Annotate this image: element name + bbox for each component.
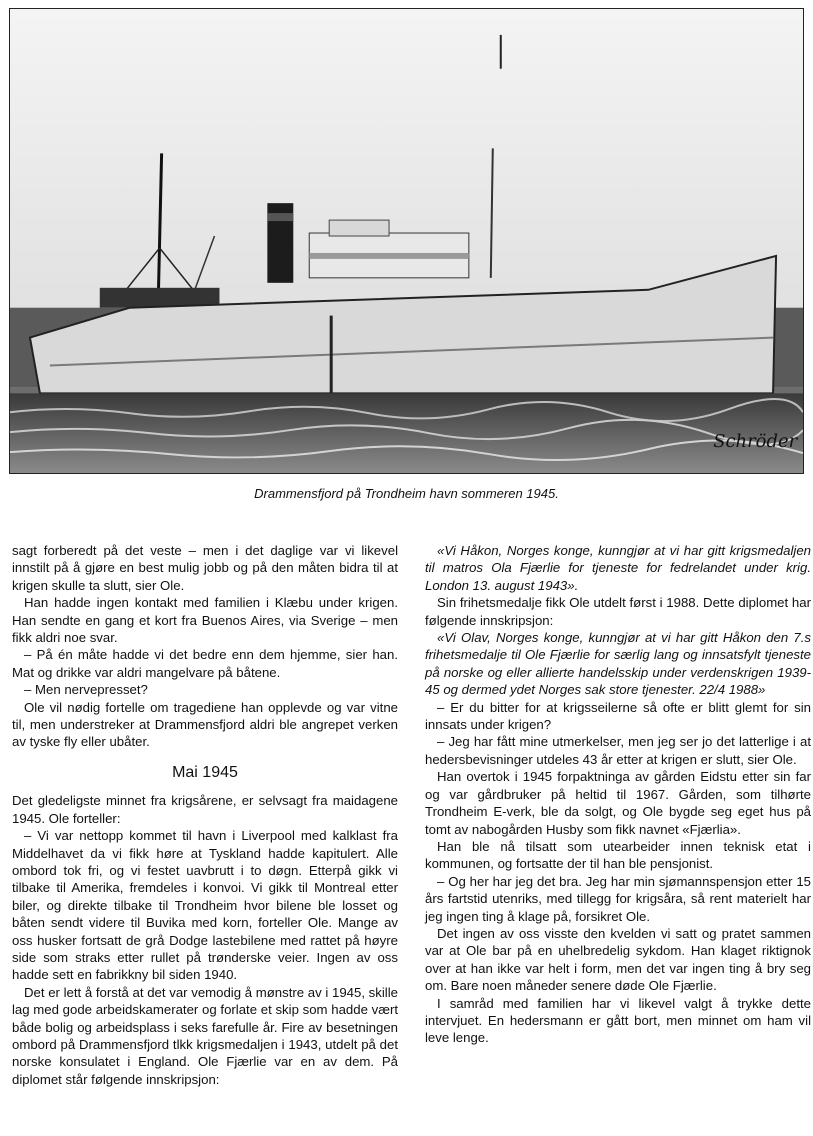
photo-caption: Drammensfjord på Trondheim havn sommeren 1945. bbox=[254, 486, 559, 501]
paragraph: Ole vil nødig fortelle om tragediene han opplevde og var vitne til, men understreker at Drammensfjord aldri ble angrepet verken av tyske fly eller ubåter. bbox=[12, 699, 398, 750]
paragraph: – På én måte hadde vi det bedre enn dem hjemme, sier han. Mat og drikke var aldri mangelvare på båtene. bbox=[12, 647, 398, 680]
paragraph: – Men nervepresset? bbox=[24, 682, 148, 698]
paragraph: – Jeg har fått mine utmerkelser, men jeg ser jo det latterlige i at hedersbevisninger utdeles 43 år etter at krigen er slutt, sier Ole. bbox=[425, 734, 811, 767]
quote-paragraph: «Vi Håkon, Norges konge, kunngjør at vi har gitt krigsmedaljen til matros Ola Fjærlie for tjeneste for fedrelandet under krig. London 13. august 1943». bbox=[425, 543, 811, 593]
paragraph: Det gledeligste minnet fra krigsårene, er selvsagt fra maidagene 1945. Ole forteller: bbox=[12, 793, 398, 826]
paragraph: – Vi var nettopp kommet til havn i Liverpool med kalklast fra Middelhavet da vi fikk høre at Tyskland hadde kapitulert. Alle ombord tok fri, og vi festet uavbrutt i to døgn. Etterpå gikk vi tilbake til Amerika, fremdeles i konvoi. Vi gikk til Montreal etter biler, og direkte tilbake til Trondheim hvor bilene ble losset og båten sendt videre til Buvika med korn, forteller Ole. Mange av oss husker fortsatt de grå Dodge lastebilene med rattet på høyre side som straks etter rullet på trønderske veier. Ingen av oss hadde sett en fabrikkny bil siden 1940. bbox=[12, 828, 398, 983]
quote-paragraph: «Vi Olav, Norges konge, kunngjør at vi har gitt Håkon den 7.s frihetsmedalje til Ole Fjærlie for særlig lang og innsatsfylt tjeneste på norske og eller allierte handelsskip under verdenskrigen 1939-45 og dermed ydet Norges sak store tjenester. 22/4 1988» bbox=[425, 630, 811, 698]
paragraph: Sin frihetsmedalje fikk Ole utdelt først i 1988. Dette diplomet har følgende innskripsjon: bbox=[425, 595, 811, 628]
paragraph: sagt forberedt på det veste – men i det daglige var vi likevel innstilt på å gjøre en best mulig jobb og på den måten bidra til at krigen skulle ta slutt, sier Ole. bbox=[12, 543, 398, 593]
paragraph: Han overtok i 1945 forpaktninga av gården Eidstu etter sin far og var gårdbruker på heltid til 1967. Gården, som tilhørte Trondheim E-verk, ble da solgt, og Ole bygde seg eget hus på tomt av nabogården Husby som fikk navnet «Fjærlia». bbox=[425, 769, 811, 837]
paragraph: – Og her har jeg det bra. Jeg har min sjømannspensjon etter 15 års fartstid utenriks, med tillegg for krigsåra, så rent materielt har jeg ingen ting å klage på, forsikret Ole. bbox=[425, 873, 811, 924]
paragraph: Det ingen av oss visste den kvelden vi satt og pratet sammen var at Ole bar på en uhelbredelig sykdom. Han klaget riktignok over at han ikke var helt i form, men det var ingen ting å bry seg om. Bare noen måneder senere døde Ole Fjærlie. bbox=[425, 925, 811, 994]
ship-photo bbox=[9, 8, 804, 474]
paragraph: Det er lett å forstå at det var vemodig å mønstre av i 1945, skille lag med gode arbeidskamerater og forlate et skip som hadde vært både bolig og arbeidsplass i seks farefulle år. Fire av besetningen ombord på Drammensfjord tlkk krigsmedaljen i 1943, utdelt på det norske konsulatet i England. Ole Fjærlie var en av dem. På diplomet står følgende innskripsjon: bbox=[12, 984, 398, 1087]
paragraph: – Er du bitter for at krigsseilerne så ofte er blitt glemt for sin innsats under krigen? bbox=[425, 699, 811, 733]
right-column bbox=[425, 542, 811, 1047]
left-column bbox=[12, 542, 398, 1088]
water bbox=[10, 393, 803, 473]
section-heading: Mai 1945 bbox=[172, 763, 238, 781]
paragraph: Han ble nå tilsatt som utearbeider innen teknisk etat i kommunen, og fortsatte der til han ble pensjonist. bbox=[425, 838, 811, 872]
ship-illustration bbox=[10, 9, 803, 473]
paragraph: I samråd med familien har vi likevel valgt å trykke dette intervjuet. En hedersmann er gått bort, men minnet om ham vil leve lenge. bbox=[425, 995, 811, 1046]
photographer-signature: Schröder bbox=[713, 431, 798, 453]
paragraph: Han hadde ingen kontakt med familien i Klæbu under krigen. Han sendte en gang et kort fra Buenos Aires, via Sverige – men fikk aldri noe svar. bbox=[12, 595, 398, 646]
